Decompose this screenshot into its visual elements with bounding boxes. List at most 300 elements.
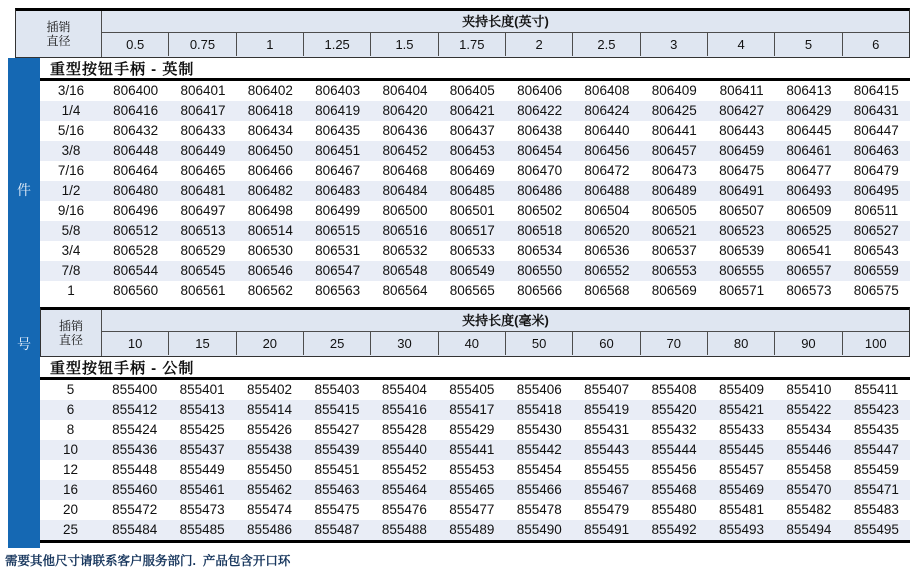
part-number: 855413	[179, 402, 225, 417]
part-row-6	[40, 400, 910, 420]
side-label-hao: 号	[17, 336, 31, 352]
part-number: 806499	[315, 203, 361, 218]
part-number: 806450	[247, 143, 293, 158]
part-row-1	[40, 281, 910, 301]
length-column-header: 30	[370, 332, 437, 355]
part-number: 806575	[853, 283, 899, 298]
part-number: 855402	[247, 382, 293, 397]
part-row-8	[40, 420, 910, 440]
part-number: 806457	[651, 143, 697, 158]
part-number: 806489	[651, 183, 697, 198]
part-number: 806420	[382, 103, 428, 118]
part-number: 806477	[786, 163, 832, 178]
part-number: 855457	[718, 462, 765, 477]
part-number: 855482	[786, 502, 832, 517]
part-number: 855437	[179, 442, 225, 457]
part-number: 806531	[315, 243, 361, 258]
part-number: 806520	[584, 223, 630, 238]
footer-note: 需要其他尺寸请联系客户服务部门. 产品包含开口环	[5, 554, 291, 568]
part-number: 855424	[112, 422, 158, 437]
part-number: 806484	[382, 183, 428, 198]
part-number: 855449	[179, 462, 225, 477]
section-title-metric: 重型按钮手柄 - 公制	[40, 357, 910, 380]
part-number: 855419	[584, 402, 630, 417]
part-number: 806445	[786, 123, 832, 138]
imperial-length-columns	[102, 33, 909, 56]
part-row-20	[40, 500, 910, 520]
part-number: 855486	[247, 522, 293, 537]
part-number: 806454	[517, 143, 563, 158]
part-number: 806557	[786, 263, 832, 278]
length-column-header: 25	[303, 332, 370, 355]
part-number: 855409	[718, 382, 765, 397]
clamp-length-label-metric: 夹持长度(毫米)	[102, 310, 909, 332]
part-number: 855460	[112, 482, 158, 497]
part-number: 806425	[651, 103, 697, 118]
part-number: 855404	[381, 382, 427, 397]
part-row-5	[40, 380, 910, 400]
part-number: 855446	[786, 442, 832, 457]
part-number: 855403	[314, 382, 360, 397]
part-number: 806564	[382, 283, 428, 298]
part-number: 855416	[381, 402, 427, 417]
pin-diameter-value: 5	[66, 382, 75, 397]
part-number: 855408	[651, 382, 697, 397]
pin-diameter-value: 5/16	[57, 123, 85, 138]
section-title-imperial: 重型按钮手柄 - 英制	[40, 58, 910, 81]
part-number: 806528	[113, 243, 159, 258]
part-number: 806482	[247, 183, 293, 198]
side-label-jian: 件	[17, 182, 31, 198]
length-column-header: 4	[707, 33, 774, 56]
part-number: 806495	[853, 183, 899, 198]
part-number: 806415	[853, 83, 899, 98]
part-number: 855428	[381, 422, 427, 437]
pin-diameter-value: 10	[62, 442, 79, 457]
part-number: 855448	[112, 462, 158, 477]
part-row-25	[40, 520, 910, 540]
length-column-header: 5	[774, 33, 841, 56]
part-number: 806546	[247, 263, 293, 278]
part-number: 806514	[247, 223, 293, 238]
part-number: 806507	[719, 203, 765, 218]
part-number: 855442	[516, 442, 562, 457]
part-number: 806509	[786, 203, 832, 218]
part-row-5-16	[40, 121, 910, 141]
pin-diameter-value: 6	[66, 402, 75, 417]
part-number: 806491	[719, 183, 765, 198]
part-number: 806413	[786, 83, 832, 98]
part-number: 806568	[584, 283, 630, 298]
pin-diameter-value: 8	[66, 422, 75, 437]
part-number: 806451	[315, 143, 361, 158]
part-number: 806475	[719, 163, 765, 178]
part-number: 806485	[449, 183, 495, 198]
part-number: 806436	[382, 123, 428, 138]
part-number: 806411	[719, 83, 764, 98]
part-number: 806419	[315, 103, 361, 118]
pin-diameter-value: 5/8	[61, 223, 81, 238]
part-row-1-4	[40, 101, 910, 121]
part-number: 806427	[719, 103, 765, 118]
part-number: 855445	[718, 442, 765, 457]
part-number: 855431	[584, 422, 630, 437]
part-number: 806448	[113, 143, 159, 158]
part-number: 855489	[449, 522, 495, 537]
part-number: 806573	[786, 283, 832, 298]
part-number: 855427	[314, 422, 360, 437]
part-number: 806440	[584, 123, 630, 138]
part-number: 806549	[449, 263, 495, 278]
part-number: 806488	[584, 183, 630, 198]
part-number: 855471	[853, 482, 899, 497]
part-number: 806511	[854, 203, 899, 218]
part-row-9-16	[40, 201, 910, 221]
part-number: 855493	[718, 522, 765, 537]
part-number: 855450	[247, 462, 293, 477]
part-number: 855459	[853, 462, 899, 477]
length-column-header: 90	[774, 332, 841, 355]
part-number: 806459	[719, 143, 765, 158]
pin-diameter-label-line1: 插销	[46, 20, 71, 34]
length-column-header: 80	[707, 332, 774, 355]
part-number: 855420	[651, 402, 697, 417]
pin-diameter-value: 25	[62, 522, 79, 537]
part-number: 806525	[786, 223, 832, 238]
part-number: 855474	[247, 502, 293, 517]
part-number: 806401	[180, 83, 226, 98]
part-number: 855462	[247, 482, 293, 497]
part-number: 806429	[786, 103, 832, 118]
part-number: 806539	[719, 243, 765, 258]
part-number: 806422	[517, 103, 563, 118]
part-number: 855453	[449, 462, 495, 477]
imperial-length-header-group	[102, 11, 909, 57]
part-number: 806405	[449, 83, 495, 98]
part-number: 806443	[719, 123, 765, 138]
part-number: 806565	[449, 283, 495, 298]
part-row-12	[40, 460, 910, 480]
length-column-header: 40	[438, 332, 505, 355]
part-number: 806536	[584, 243, 630, 258]
part-number: 806552	[584, 263, 630, 278]
part-row-3-4	[40, 241, 910, 261]
part-number: 806470	[517, 163, 563, 178]
pin-diameter-value: 9/16	[57, 203, 85, 218]
part-number: 806472	[584, 163, 630, 178]
part-number: 855438	[247, 442, 293, 457]
part-number: 806438	[517, 123, 563, 138]
table-content	[40, 58, 910, 543]
part-number: 806467	[315, 163, 361, 178]
part-number: 855441	[449, 442, 495, 457]
part-number: 806403	[315, 83, 361, 98]
part-number: 806421	[449, 103, 495, 118]
part-number: 806461	[786, 143, 832, 158]
part-number: 806545	[180, 263, 226, 278]
part-number: 855425	[179, 422, 225, 437]
part-row-1-2	[40, 181, 910, 201]
part-number: 806435	[315, 123, 361, 138]
part-number: 855477	[449, 502, 495, 517]
part-row-3-8	[40, 141, 910, 161]
part-number: 855433	[718, 422, 765, 437]
length-column-header: 1.5	[370, 33, 437, 56]
part-number: 806516	[382, 223, 428, 238]
pin-diameter-value: 3/8	[61, 143, 81, 158]
part-number: 855469	[718, 482, 765, 497]
pin-diameter-value: 16	[62, 482, 79, 497]
imperial-header-table	[15, 8, 910, 58]
part-number: 855421	[718, 402, 765, 417]
part-number: 806515	[315, 223, 361, 238]
part-number: 855435	[853, 422, 899, 437]
part-number: 855432	[651, 422, 697, 437]
part-number: 806498	[247, 203, 293, 218]
part-number: 855412	[112, 402, 158, 417]
part-number: 855466	[516, 482, 562, 497]
part-number: 806566	[517, 283, 563, 298]
part-number: 806481	[180, 183, 226, 198]
part-number: 806434	[247, 123, 293, 138]
part-number: 806406	[517, 83, 563, 98]
part-number: 806548	[382, 263, 428, 278]
clamp-length-label-imperial: 夹持长度(英寸)	[102, 11, 909, 33]
part-number: 806466	[247, 163, 293, 178]
length-column-header: 2.5	[572, 33, 639, 56]
part-number: 806541	[786, 243, 832, 258]
part-number: 855492	[651, 522, 697, 537]
part-number: 806502	[517, 203, 563, 218]
part-number: 855406	[516, 382, 562, 397]
part-number: 855472	[112, 502, 158, 517]
part-number: 806424	[584, 103, 630, 118]
part-number: 806521	[651, 223, 697, 238]
metric-length-columns	[102, 332, 909, 355]
part-number: 806416	[113, 103, 159, 118]
part-number: 855485	[179, 522, 225, 537]
part-number: 806537	[651, 243, 697, 258]
length-column-header: 20	[236, 332, 303, 355]
part-number: 806504	[584, 203, 630, 218]
part-number: 806529	[180, 243, 226, 258]
part-number: 806569	[651, 283, 697, 298]
length-column-header: 100	[842, 332, 909, 355]
part-number: 855455	[584, 462, 630, 477]
part-number: 855495	[853, 522, 899, 537]
part-number: 855407	[584, 382, 630, 397]
part-number: 806547	[315, 263, 361, 278]
part-number: 806469	[449, 163, 495, 178]
imperial-rows	[40, 81, 910, 301]
part-number: 855483	[853, 502, 899, 517]
length-column-header: 50	[505, 332, 572, 355]
part-number: 806563	[315, 283, 361, 298]
part-number: 806518	[517, 223, 563, 238]
part-number: 806505	[651, 203, 697, 218]
length-column-header: 1.25	[303, 33, 370, 56]
part-number: 806543	[853, 243, 899, 258]
part-row-10	[40, 440, 910, 460]
part-number: 806530	[247, 243, 293, 258]
part-number: 806512	[113, 223, 159, 238]
part-number: 855400	[112, 382, 158, 397]
part-number: 855490	[516, 522, 562, 537]
part-row-5-8	[40, 221, 910, 241]
part-number: 855488	[381, 522, 427, 537]
part-number: 855418	[516, 402, 562, 417]
part-number: 806417	[180, 103, 226, 118]
part-number: 806447	[853, 123, 899, 138]
part-number: 806555	[719, 263, 765, 278]
part-number: 855464	[381, 482, 427, 497]
part-number: 806418	[247, 103, 293, 118]
part-number: 855447	[853, 442, 899, 457]
metric-length-header-group	[102, 310, 909, 356]
part-number: 806479	[853, 163, 899, 178]
part-number: 855494	[786, 522, 832, 537]
part-number: 806432	[113, 123, 159, 138]
part-number: 806483	[315, 183, 361, 198]
length-column-header: 2	[505, 33, 572, 56]
metric-header-table	[40, 307, 910, 357]
part-row-3-16	[40, 81, 910, 101]
part-number: 855410	[786, 382, 832, 397]
length-column-header: 6	[842, 33, 909, 56]
part-number: 806497	[180, 203, 226, 218]
part-number: 855461	[179, 482, 225, 497]
part-number: 855481	[718, 502, 765, 517]
part-number: 806465	[180, 163, 226, 178]
pin-diameter-header-metric	[41, 310, 102, 356]
part-number: 855484	[112, 522, 158, 537]
pin-diameter-value: 7/16	[57, 163, 85, 178]
part-row-7-8	[40, 261, 910, 281]
part-number: 806533	[449, 243, 495, 258]
part-number: 855458	[786, 462, 832, 477]
part-number: 806493	[786, 183, 832, 198]
part-number: 806496	[113, 203, 159, 218]
length-column-header: 70	[640, 332, 707, 355]
part-number: 806571	[719, 283, 765, 298]
length-column-header: 3	[640, 33, 707, 56]
part-number: 806400	[113, 83, 159, 98]
part-number: 855491	[584, 522, 630, 537]
part-number: 855430	[516, 422, 562, 437]
part-number: 855456	[651, 462, 697, 477]
part-number: 855422	[786, 402, 832, 417]
part-number: 806486	[517, 183, 563, 198]
part-number: 855452	[381, 462, 427, 477]
part-number: 806553	[651, 263, 697, 278]
part-number: 855411	[854, 382, 899, 397]
pin-diameter-value: 1/4	[61, 103, 81, 118]
part-number: 855470	[786, 482, 832, 497]
length-column-header: 0.5	[126, 37, 145, 52]
part-number: 855439	[314, 442, 360, 457]
part-number: 855478	[516, 502, 562, 517]
part-number: 855426	[247, 422, 293, 437]
part-number: 806550	[517, 263, 563, 278]
part-number: 806449	[180, 143, 226, 158]
part-number: 855473	[179, 502, 225, 517]
length-column-header: 1.75	[438, 33, 505, 56]
part-number: 855440	[381, 442, 427, 457]
pin-diameter-label-line1: 插销	[58, 319, 83, 333]
pin-diameter-value: 1	[67, 283, 75, 298]
metric-rows	[40, 380, 910, 543]
part-number: 855480	[651, 502, 697, 517]
part-number: 855401	[179, 382, 225, 397]
pin-diameter-header-imperial	[16, 11, 102, 57]
part-number: 806464	[113, 163, 159, 178]
part-number: 806402	[247, 83, 293, 98]
part-number: 855444	[651, 442, 697, 457]
part-number: 806560	[113, 283, 159, 298]
part-number: 855468	[651, 482, 697, 497]
part-number: 806517	[449, 223, 495, 238]
length-column-header: 60	[572, 332, 639, 355]
part-number: 806513	[180, 223, 226, 238]
part-number: 806409	[651, 83, 697, 98]
pin-diameter-value: 20	[62, 502, 79, 517]
pin-diameter-value: 12	[62, 462, 79, 477]
part-number: 855417	[449, 402, 495, 417]
part-number: 855467	[584, 482, 630, 497]
part-number: 806456	[584, 143, 630, 158]
pin-diameter-value: 1/2	[61, 183, 81, 198]
part-number: 806468	[382, 163, 428, 178]
length-column-header: 10	[127, 336, 143, 351]
part-number: 855436	[112, 442, 158, 457]
length-column-header: 0.75	[168, 33, 235, 56]
pin-diameter-label-line2: 直径	[58, 333, 83, 347]
part-number: 855463	[314, 482, 360, 497]
part-number: 806544	[113, 263, 159, 278]
part-number: 806431	[853, 103, 899, 118]
part-row-16	[40, 480, 910, 500]
part-number: 806561	[180, 283, 226, 298]
pin-diameter-value: 7/8	[61, 263, 81, 278]
part-number: 806532	[382, 243, 428, 258]
part-number: 806559	[853, 263, 899, 278]
part-number: 855414	[247, 402, 293, 417]
part-number: 855415	[314, 402, 360, 417]
part-number: 855443	[584, 442, 630, 457]
part-number: 806453	[449, 143, 495, 158]
pin-diameter-value: 3/4	[61, 243, 81, 258]
part-number: 855434	[786, 422, 832, 437]
pin-diameter-label-line2: 直径	[46, 34, 71, 48]
part-number-side-strip	[8, 58, 40, 548]
length-column-header: 15	[168, 332, 235, 355]
part-number: 855479	[584, 502, 630, 517]
part-number: 806433	[180, 123, 226, 138]
part-number: 806534	[517, 243, 563, 258]
part-number: 806562	[247, 283, 293, 298]
length-column-header: 1	[236, 33, 303, 56]
part-number: 806480	[113, 183, 159, 198]
part-number: 855405	[449, 382, 495, 397]
part-number: 855451	[314, 462, 360, 477]
part-number: 855454	[516, 462, 562, 477]
part-number: 806404	[382, 83, 428, 98]
part-number: 855423	[853, 402, 899, 417]
part-number: 806527	[853, 223, 899, 238]
part-number: 806463	[853, 143, 899, 158]
part-number: 806500	[382, 203, 428, 218]
part-number: 806408	[584, 83, 630, 98]
